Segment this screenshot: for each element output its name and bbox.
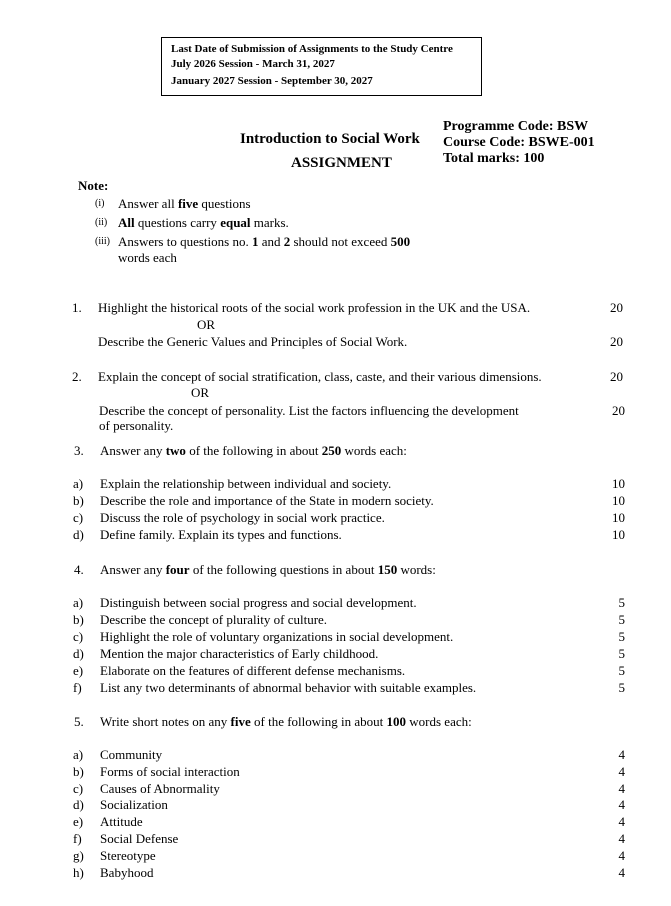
bold-run: 1 [251,234,259,249]
subquestion-label: b) [73,763,84,779]
subquestion-marks: 10 [612,493,625,508]
subquestion-text: Causes of Abnormality [100,780,220,796]
subquestion-marks: 10 [612,527,625,542]
question-text-continuation: of personality. [99,418,174,433]
note-item [118,234,410,250]
subquestion-marks: 4 [618,780,625,796]
note-item-continuation: words each [118,250,177,265]
subquestion-label: c) [73,629,84,644]
question-text: Describe the concept of personality. List the factors influencing the development [99,403,519,418]
subquestion-text: Socialization [100,797,168,813]
question-marks: 20 [612,403,625,418]
subquestion-marks: 5 [618,629,625,644]
bold-run: 250 [321,443,342,458]
note-item [118,196,251,212]
subquestion-marks: 5 [618,595,625,610]
course-title: Introduction to Social Work [240,131,420,147]
question-number: 1. [72,300,82,315]
bold-run: 2 [283,234,291,249]
submission-deadline-box [161,37,482,96]
bold-run: four [165,562,190,577]
question-text: Explain the concept of social stratification, class, caste, and their various dimensions. [98,369,542,384]
question-instruction [100,443,407,459]
january-session-deadline: January 2027 Session - September 30, 2027 [171,75,373,87]
text-run: should not exceed [290,234,391,249]
text-run: Answer any [100,562,166,577]
subquestion-text: Describe the concept of plurality of culture. [100,612,328,627]
subquestion-marks: 4 [618,831,625,846]
or-separator: OR [191,385,210,400]
subquestion-marks: 5 [618,680,625,695]
subquestion-label: g) [73,847,84,863]
note-numeral: (iii) [95,236,110,247]
text-run: of the following in about [185,443,322,458]
total-marks: Total marks: 100 [443,151,545,166]
subquestion-marks: 4 [618,747,625,762]
subquestion-text: Highlight the role of voluntary organizations in social development. [100,629,454,644]
subquestion-label: c) [73,780,84,796]
bold-run: 100 [386,714,407,729]
subquestion-text: Babyhood [100,864,154,880]
note-numeral: (ii) [95,217,108,228]
subquestion-text: Distinguish between social progress and social development. [100,595,417,610]
text-run: marks. [250,215,289,230]
subquestion-text: Describe the role and importance of the State in modern society. [100,493,434,508]
text-run: words each: [341,443,407,458]
text-run: Answers to questions no. [118,234,252,249]
subquestion-text: Elaborate on the features of different defense mechanisms. [100,663,406,678]
note-numeral: (i) [95,198,105,209]
question-number: 4. [74,562,84,577]
subquestion-label: d) [73,797,84,813]
text-run: and [258,234,284,249]
bold-run: equal [220,215,251,230]
subquestion-text: Forms of social interaction [100,763,240,779]
subquestion-text: List any two determinants of abnormal behavior with suitable examples. [100,680,477,695]
question-marks: 20 [610,334,623,349]
subquestion-text: Mention the major characteristics of Early childhood. [100,646,379,661]
subquestion-label: e) [73,663,84,678]
subquestion-label: a) [73,476,84,491]
text-run: Answer any [100,443,166,458]
text-run: words: [397,562,436,577]
question-number: 2. [72,369,82,384]
subquestion-label: b) [73,612,84,627]
subquestion-label: f) [73,831,82,846]
subquestion-marks: 4 [618,847,625,863]
question-text: Highlight the historical roots of the social work profession in the UK and the USA. [98,300,531,315]
programme-code: Programme Code: BSW [443,119,589,134]
question-marks: 20 [610,369,623,384]
question-number: 3. [74,443,84,458]
assignment-label: ASSIGNMENT [291,155,392,171]
note-item [118,215,289,231]
note-label: Note: [78,178,109,193]
subquestion-text: Explain the relationship between individual and society. [100,476,392,491]
subquestion-text: Attitude [100,814,143,830]
subquestion-label: a) [73,595,84,610]
subquestion-marks: 10 [612,510,625,525]
subquestion-marks: 10 [612,476,625,491]
subquestion-label: d) [73,527,84,542]
question-instruction [100,714,472,730]
july-session-deadline: July 2026 Session - March 31, 2027 [171,58,335,70]
submission-heading: Last Date of Submission of Assignments to the Study Centre [171,43,453,55]
subquestion-marks: 5 [618,663,625,678]
subquestion-label: e) [73,814,84,830]
bold-run: All [118,215,135,230]
course-code: Course Code: BSWE-001 [443,135,595,150]
bold-run: five [230,714,251,729]
subquestion-marks: 4 [618,763,625,779]
text-run: questions [198,196,251,211]
text-run: words each: [406,714,472,729]
subquestion-text: Define family. Explain its types and functions. [100,527,342,542]
text-run: Answer all [118,196,178,211]
text-run: of the following questions in about [189,562,378,577]
subquestion-label: d) [73,646,84,661]
subquestion-label: f) [73,680,82,695]
subquestion-marks: 4 [618,814,625,830]
subquestion-text: Social Defense [100,831,179,846]
subquestion-label: c) [73,510,84,525]
bold-run: 500 [390,234,411,249]
question-number: 5. [74,714,84,729]
bold-run: 150 [377,562,398,577]
text-run: Write short notes on any [100,714,231,729]
question-marks: 20 [610,300,623,315]
question-text: Describe the Generic Values and Principles of Social Work. [98,334,408,349]
subquestion-marks: 4 [618,797,625,813]
or-separator: OR [197,317,216,332]
subquestion-text: Stereotype [100,847,156,863]
bold-run: two [165,443,186,458]
subquestion-text: Discuss the role of psychology in social work practice. [100,510,385,525]
subquestion-marks: 5 [618,612,625,627]
text-run: of the following in about [250,714,387,729]
subquestion-text: Community [100,747,163,762]
bold-run: five [177,196,199,211]
subquestion-label: b) [73,493,84,508]
question-instruction [100,562,436,578]
subquestion-marks: 5 [618,646,625,661]
subquestion-label: a) [73,747,84,762]
subquestion-marks: 4 [618,864,625,880]
subquestion-label: h) [73,864,84,880]
text-run: questions carry [134,215,221,230]
